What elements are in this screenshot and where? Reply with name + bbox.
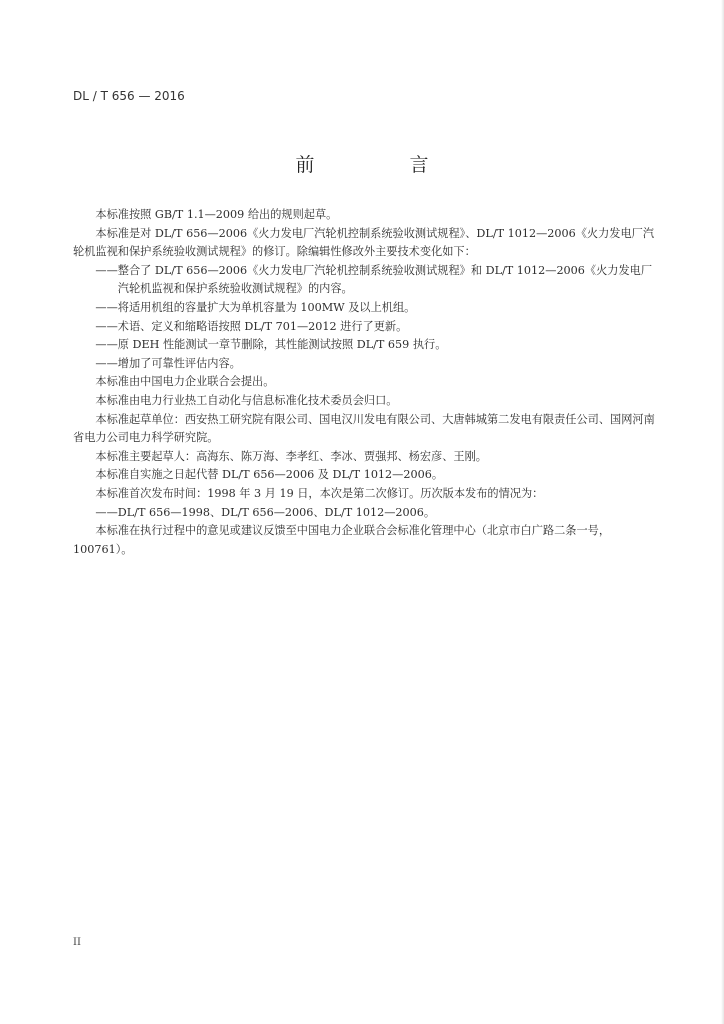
standard-code: DL / T 656 — 2016 [73,89,185,103]
page-number: II [73,937,81,948]
history-versions: ——DL/T 656—1998、DL/T 656—2006、DL/T 1012—2006。 [95,505,436,519]
paragraph-drafters: 本标准主要起草人：高海东、陈万海、李孝红、李冰、贾强邦、杨宏彦、王刚。 [95,449,487,463]
paragraph-history: 本标准首次发布时间：1998 年 3 月 19 日，本次是第二次修订。历次版本发布的情况为： [95,486,544,500]
paragraph-proposer: 本标准由中国电力企业联合会提出。 [95,375,275,389]
paragraph-feedback: 本标准在执行过程中的意见或建议反馈至中国电力企业联合会标准化管理中心（北京市白广路二条一号，100761）。 [73,524,611,556]
paragraph-drafting-units: 本标准起草单位：西安热工研究院有限公司、国电汉川发电有限公司、大唐韩城第二发电有限责任公司、国网河南省电力公司电力科学研究院。 [73,412,655,445]
foreword-body [73,206,655,559]
change-item-reliability: ——增加了可靠性评估内容。 [95,356,241,370]
change-item-deh-removed: ——原 DEH 性能测试一章节删除，其性能测试按照 DL/T 659 执行。 [95,338,447,352]
change-item-merge: ——整合了 DL/T 656—2006《火力发电厂汽轮机控制系统验收测试规程》和 DL/T 1012—2006《火力发电厂汽轮机监视和保护系统验收测试规程》的内容。 [95,263,653,296]
paragraph-replaces: 本标准自实施之日起代替 DL/T 656—2006 及 DL/T 1012—2006。 [95,468,444,482]
paragraph-committee: 本标准由电力行业热工自动化与信息标准化技术委员会归口。 [95,393,398,407]
paragraph-drafting-rules: 本标准按照 GB/T 1.1—2009 给出的规则起草。 [95,208,338,221]
change-item-terms: ——术语、定义和缩略语按照 DL/T 701—2012 进行了更新。 [95,319,408,333]
change-item-capacity: ——将适用机组的容量扩大为单机容量为 100MW 及以上机组。 [95,300,416,314]
page-title: 前 言 [295,154,467,176]
paragraph-revision-scope: 本标准是对 DL/T 656—2006《火力发电厂汽轮机控制系统验收测试规程》、DL/T 1012—2006《火力发电厂汽轮机监视和保护系统验收测试规程》的修订。除编辑性修改外主要技术变化如下： [73,226,655,259]
